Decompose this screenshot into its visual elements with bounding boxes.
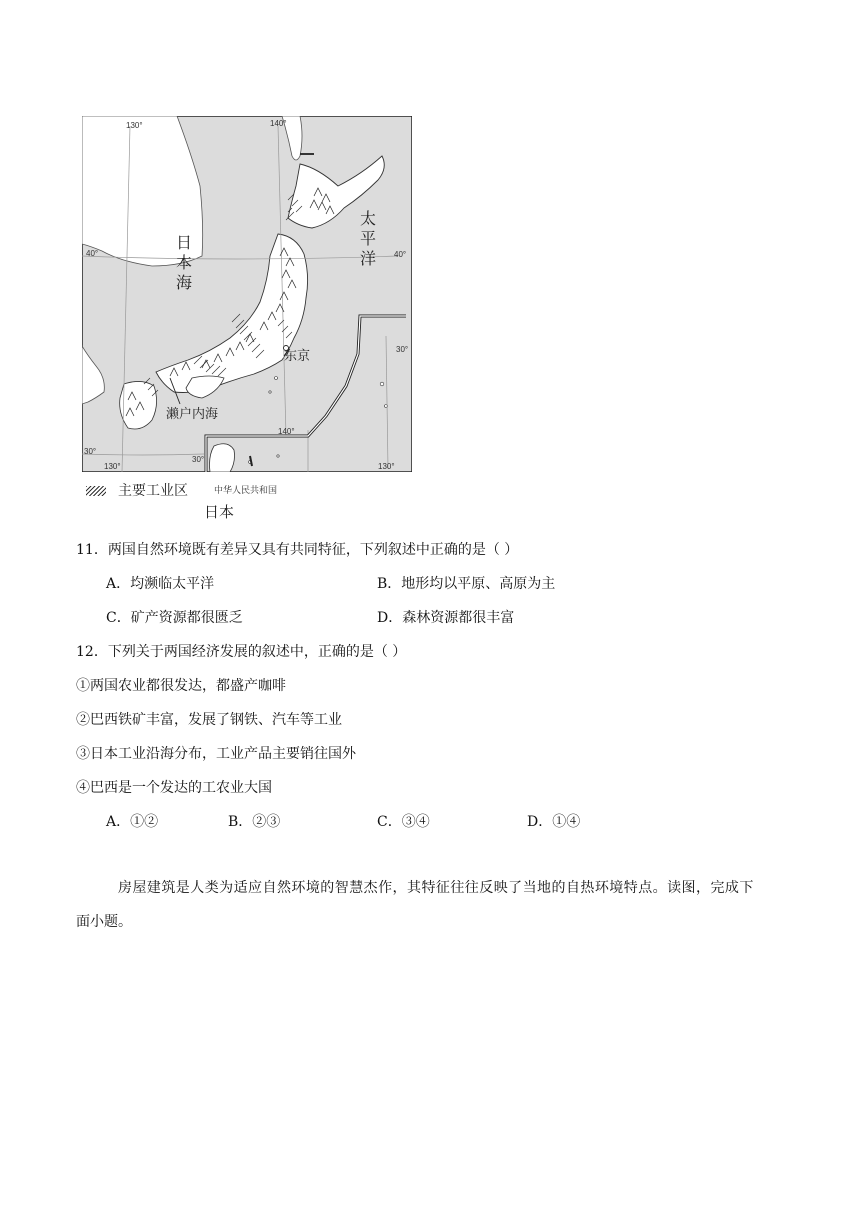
q11-option-b: B．地形均以平原、高原为主	[377, 576, 556, 592]
map-legend	[86, 482, 416, 502]
tick-lat-30-inset: 30°	[192, 455, 205, 464]
q12-statement-4: ④巴西是一个发达的工农业大国	[76, 780, 272, 796]
prc-label: 中华人民共和国	[214, 486, 278, 496]
q11-option-d: D．森林资源都很丰富	[377, 610, 515, 626]
q11-option-a: A．均濒临太平洋	[106, 576, 215, 592]
tokyo-label: 东京	[284, 349, 311, 364]
q12-option-b: B．②③	[228, 814, 281, 830]
q12-stem: 12．下列关于两国经济发展的叙述中，正确的是（ ）	[76, 644, 407, 660]
passage-line-2: 面小题。	[76, 914, 132, 930]
japan-map	[82, 116, 412, 472]
q12-option-d: D．①④	[527, 814, 581, 830]
sea-of-japan-label-1: 日	[176, 233, 193, 252]
sea-of-japan-label-2: 本	[176, 253, 193, 272]
seto-inland-sea-label: 濑户内海	[166, 407, 219, 422]
tick-lat-40-right: 40°	[394, 250, 407, 259]
q12-option-c: C．③④	[377, 814, 430, 830]
tick-lon-130-top: 130°	[126, 121, 143, 130]
q12-statement-3: ③日本工业沿海分布，工业产品主要销往国外	[76, 746, 356, 762]
tick-lon-130-bottom-right: 130°	[378, 462, 395, 471]
pacific-label-3: 洋	[360, 249, 377, 268]
legend-hatch-swatch	[86, 486, 106, 496]
tick-lat-30-left: 30°	[84, 447, 97, 456]
tick-lat-40-left: 40°	[86, 249, 99, 258]
q11-option-c: C．矿产资源都很匮乏	[106, 610, 243, 626]
sea-of-japan-label-3: 海	[176, 273, 193, 292]
japan-map-figure	[82, 116, 412, 472]
tick-lat-30-right: 30°	[396, 345, 409, 354]
q11-stem: 11．两国自然环境既有差异又具有共同特征，下列叙述中正确的是（ ）	[76, 542, 519, 558]
tick-lon-140-top: 140°	[270, 119, 287, 128]
q12-statement-1: ①两国农业都很发达，都盛产咖啡	[76, 678, 286, 694]
map-caption: 日本	[204, 503, 235, 521]
pacific-label-1: 太	[360, 209, 377, 228]
tick-lon-130-bottom: 130°	[104, 462, 121, 471]
inset-island	[210, 444, 235, 472]
passage-line-1: 房屋建筑是人类为适应自然环境的智慧杰作，其特征往往反映了当地的自热环境特点。读图，完成下	[118, 880, 754, 896]
q12-statement-2: ②巴西铁矿丰富，发展了钢铁、汽车等工业	[76, 712, 342, 728]
pacific-label-2: 平	[360, 229, 377, 248]
legend-label: 主要工业区	[118, 483, 188, 499]
q12-option-a: A．①②	[106, 814, 159, 830]
tick-lon-140-mid: 140°	[278, 427, 295, 436]
